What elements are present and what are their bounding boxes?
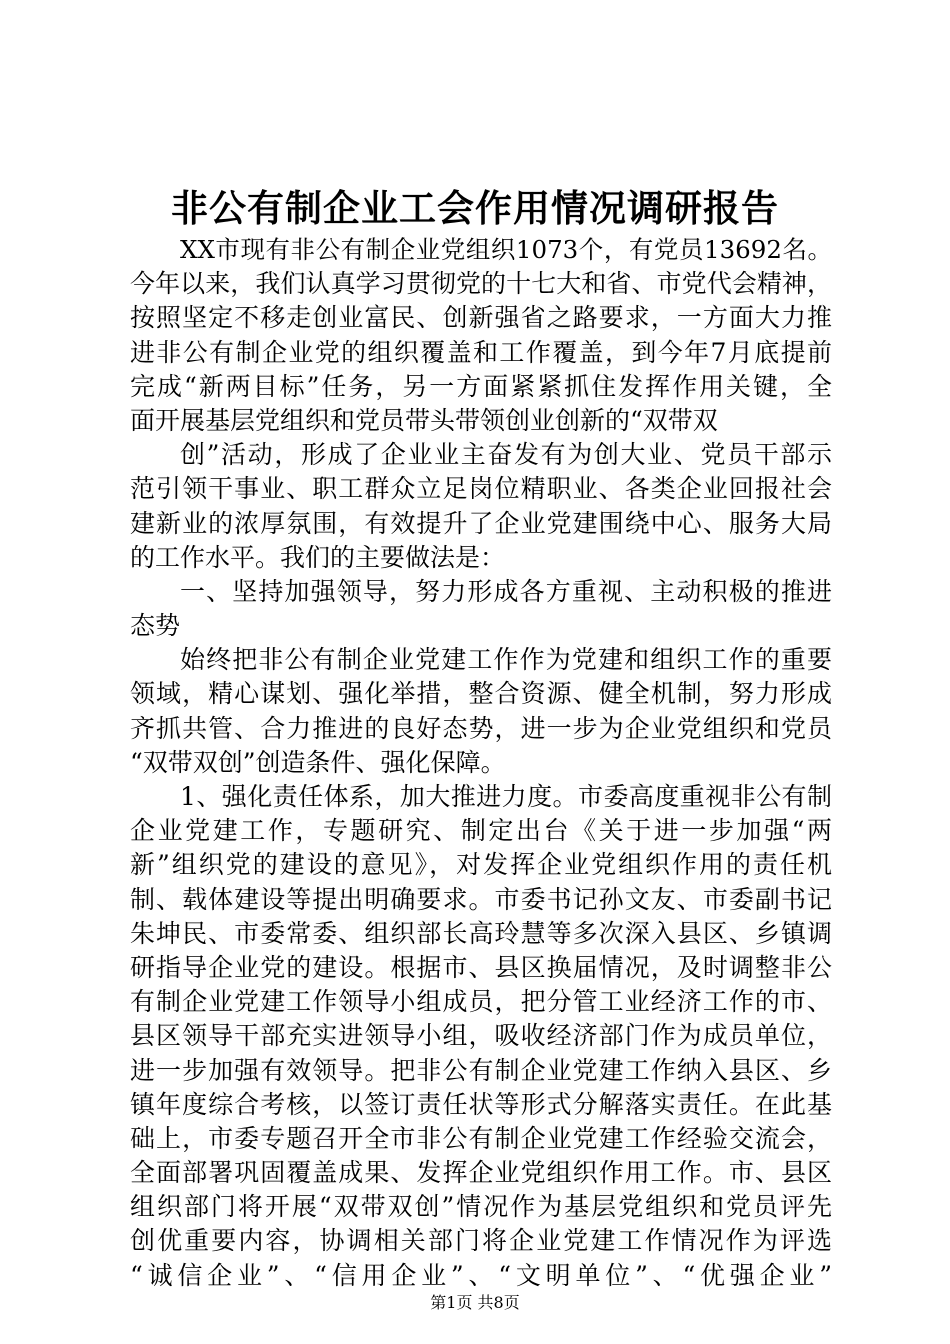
text-line: 齐抓共管、合力推进的良好态势，进一步为企业党组织和党员 [130, 713, 832, 743]
text-line: 创优重要内容，协调相关部门将企业党建工作情况作为评选 [130, 1226, 832, 1256]
text-line: 1、强化责任体系，加大推进力度。市委高度重视非公有制 [180, 782, 832, 811]
document-body [130, 233, 832, 1293]
text-line: 企业党建工作，专题研究、制定出台《关于进一步加强“两 [130, 816, 832, 846]
section-heading-line: 态势 [130, 611, 181, 641]
document-title: 非公有制企业工会作用情况调研报告 [171, 186, 779, 230]
text-line: 组织部门将开展“双带双创”情况作为基层党组织和党员评先 [130, 1192, 832, 1222]
text-line: 研指导企业党的建设。根据市、县区换届情况，及时调整非公 [130, 952, 832, 982]
text-line: 完成“新两目标”任务，另一方面紧紧抓住发挥作用关键，全 [130, 371, 832, 401]
text-line: 按照坚定不移走创业富民、创新强省之路要求，一方面大力推 [130, 303, 832, 333]
text-line: 面开展基层党组织和党员带头带领创业创新的“双带双 [130, 405, 718, 435]
text-line: 朱坤民、市委常委、组织部长高玲慧等多次深入县区、乡镇调 [130, 918, 832, 948]
text-line: 县区领导干部充实进领导小组，吸收经济部门作为成员单位， [130, 1021, 832, 1051]
text-line: 创”活动，形成了企业业主奋发有为创大业、党员干部示 [180, 440, 832, 470]
text-line: 有制企业党建工作领导小组成员，把分管工业经济工作的市、 [130, 987, 832, 1017]
text-line: XX市现有非公有制企业党组织1073个，有党员13692名。 [180, 235, 832, 264]
text-line: 范引领干事业、职工群众立足岗位精职业、各类企业回报社会 [130, 474, 832, 504]
text-line: 础上，市委专题召开全市非公有制企业党建工作经验交流会， [130, 1123, 832, 1153]
text-line: 进一步加强有效领导。把非公有制企业党建工作纳入县区、乡 [130, 1055, 832, 1085]
section-heading-line: 一、坚持加强领导，努力形成各方重视、主动积极的推进 [180, 576, 832, 606]
text-line: 镇年度综合考核，以签订责任状等形式分解落实责任。在此基 [130, 1089, 832, 1119]
text-line: 领域，精心谋划、强化举措，整合资源、健全机制，努力形成 [130, 679, 832, 709]
text-line: 制、载体建设等提出明确要求。市委书记孙文友、市委副书记 [130, 884, 832, 914]
text-line: “诚信企业”、“信用企业”、“文明单位”、“优强企业” [130, 1260, 832, 1290]
text-line: 始终把非公有制企业党建工作作为党建和组织工作的重要 [180, 645, 832, 675]
text-line: 建新业的浓厚氛围，有效提升了企业党建围绕中心、服务大局 [130, 508, 832, 538]
text-line: 新”组织党的建设的意见》，对发挥企业党组织作用的责任机 [130, 850, 832, 880]
page-number-footer: 第1页 共8页 [430, 1293, 520, 1312]
text-line: 进非公有制企业党的组织覆盖和工作覆盖，到今年7月底提前 [130, 337, 832, 367]
text-line: 全面部署巩固覆盖成果、发挥企业党组织作用工作。市、县区 [130, 1158, 832, 1188]
text-line: 今年以来，我们认真学习贯彻党的十七大和省、市党代会精神， [130, 269, 832, 299]
text-line: “双带双创”创造条件、强化保障。 [130, 747, 506, 777]
text-line: 的工作水平。我们的主要做法是： [130, 542, 506, 572]
